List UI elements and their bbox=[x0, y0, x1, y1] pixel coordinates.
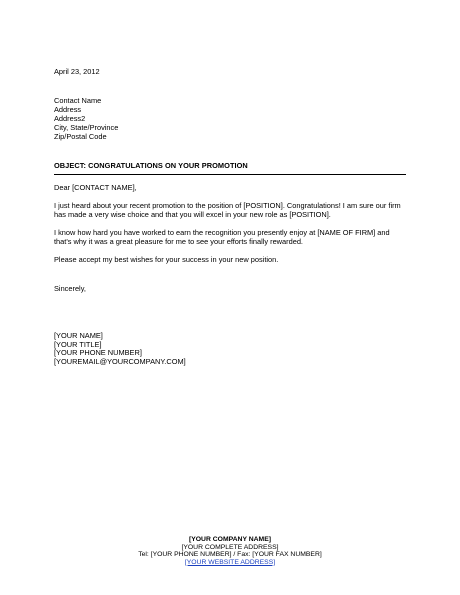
footer-contact: Tel: [YOUR PHONE NUMBER] / Fax: [YOUR FAX NUMBER] bbox=[138, 551, 322, 559]
signature-title: [YOUR TITLE] bbox=[54, 339, 102, 349]
footer-company-name: [YOUR COMPANY NAME] bbox=[188, 536, 272, 543]
salutation: Dear [CONTACT NAME], bbox=[54, 183, 137, 192]
body-paragraph-2: I know how hard you have worked to earn the recognition you presently enjoy at [NAME OF FIRM] and that's why it was a great pleasure for me to see your efforts finally rewarded. bbox=[54, 228, 390, 246]
signature-email: [YOUREMAIL@YOURCOMPANY.COM] bbox=[54, 356, 186, 366]
footer-website-link[interactable]: [YOUR WEBSITE ADDRESS] bbox=[184, 558, 276, 566]
closing: Sincerely, bbox=[54, 284, 86, 293]
object-line: OBJECT: CONGRATULATIONS ON YOUR PROMOTION bbox=[54, 161, 248, 170]
signature-block bbox=[54, 332, 406, 366]
recipient-address-block bbox=[54, 96, 406, 141]
signature-name: [YOUR NAME] bbox=[54, 331, 103, 340]
object-divider bbox=[54, 174, 406, 175]
recipient-city-state: City, State/Province bbox=[54, 123, 119, 132]
company-footer bbox=[0, 536, 460, 566]
footer-address: [YOUR COMPLETE ADDRESS] bbox=[181, 543, 279, 551]
recipient-address-line-1: Address bbox=[54, 105, 82, 114]
body-paragraph-3: Please accept my best wishes for your success in your new position. bbox=[54, 255, 279, 264]
letter-body bbox=[54, 67, 406, 366]
signature-phone: [YOUR PHONE NUMBER] bbox=[54, 348, 142, 358]
letter-date: April 23, 2012 bbox=[54, 67, 100, 76]
body-paragraph-1: I just heard about your recent promotion to the position of [POSITION]. Congratulations! I am sure our firm has made a very wise choice and that you will excel in your new role as [POSITION]. bbox=[54, 201, 401, 219]
recipient-contact-name: Contact Name bbox=[54, 96, 102, 105]
recipient-postal-code: Zip/Postal Code bbox=[54, 132, 107, 141]
recipient-address-line-2: Address2 bbox=[54, 114, 86, 123]
